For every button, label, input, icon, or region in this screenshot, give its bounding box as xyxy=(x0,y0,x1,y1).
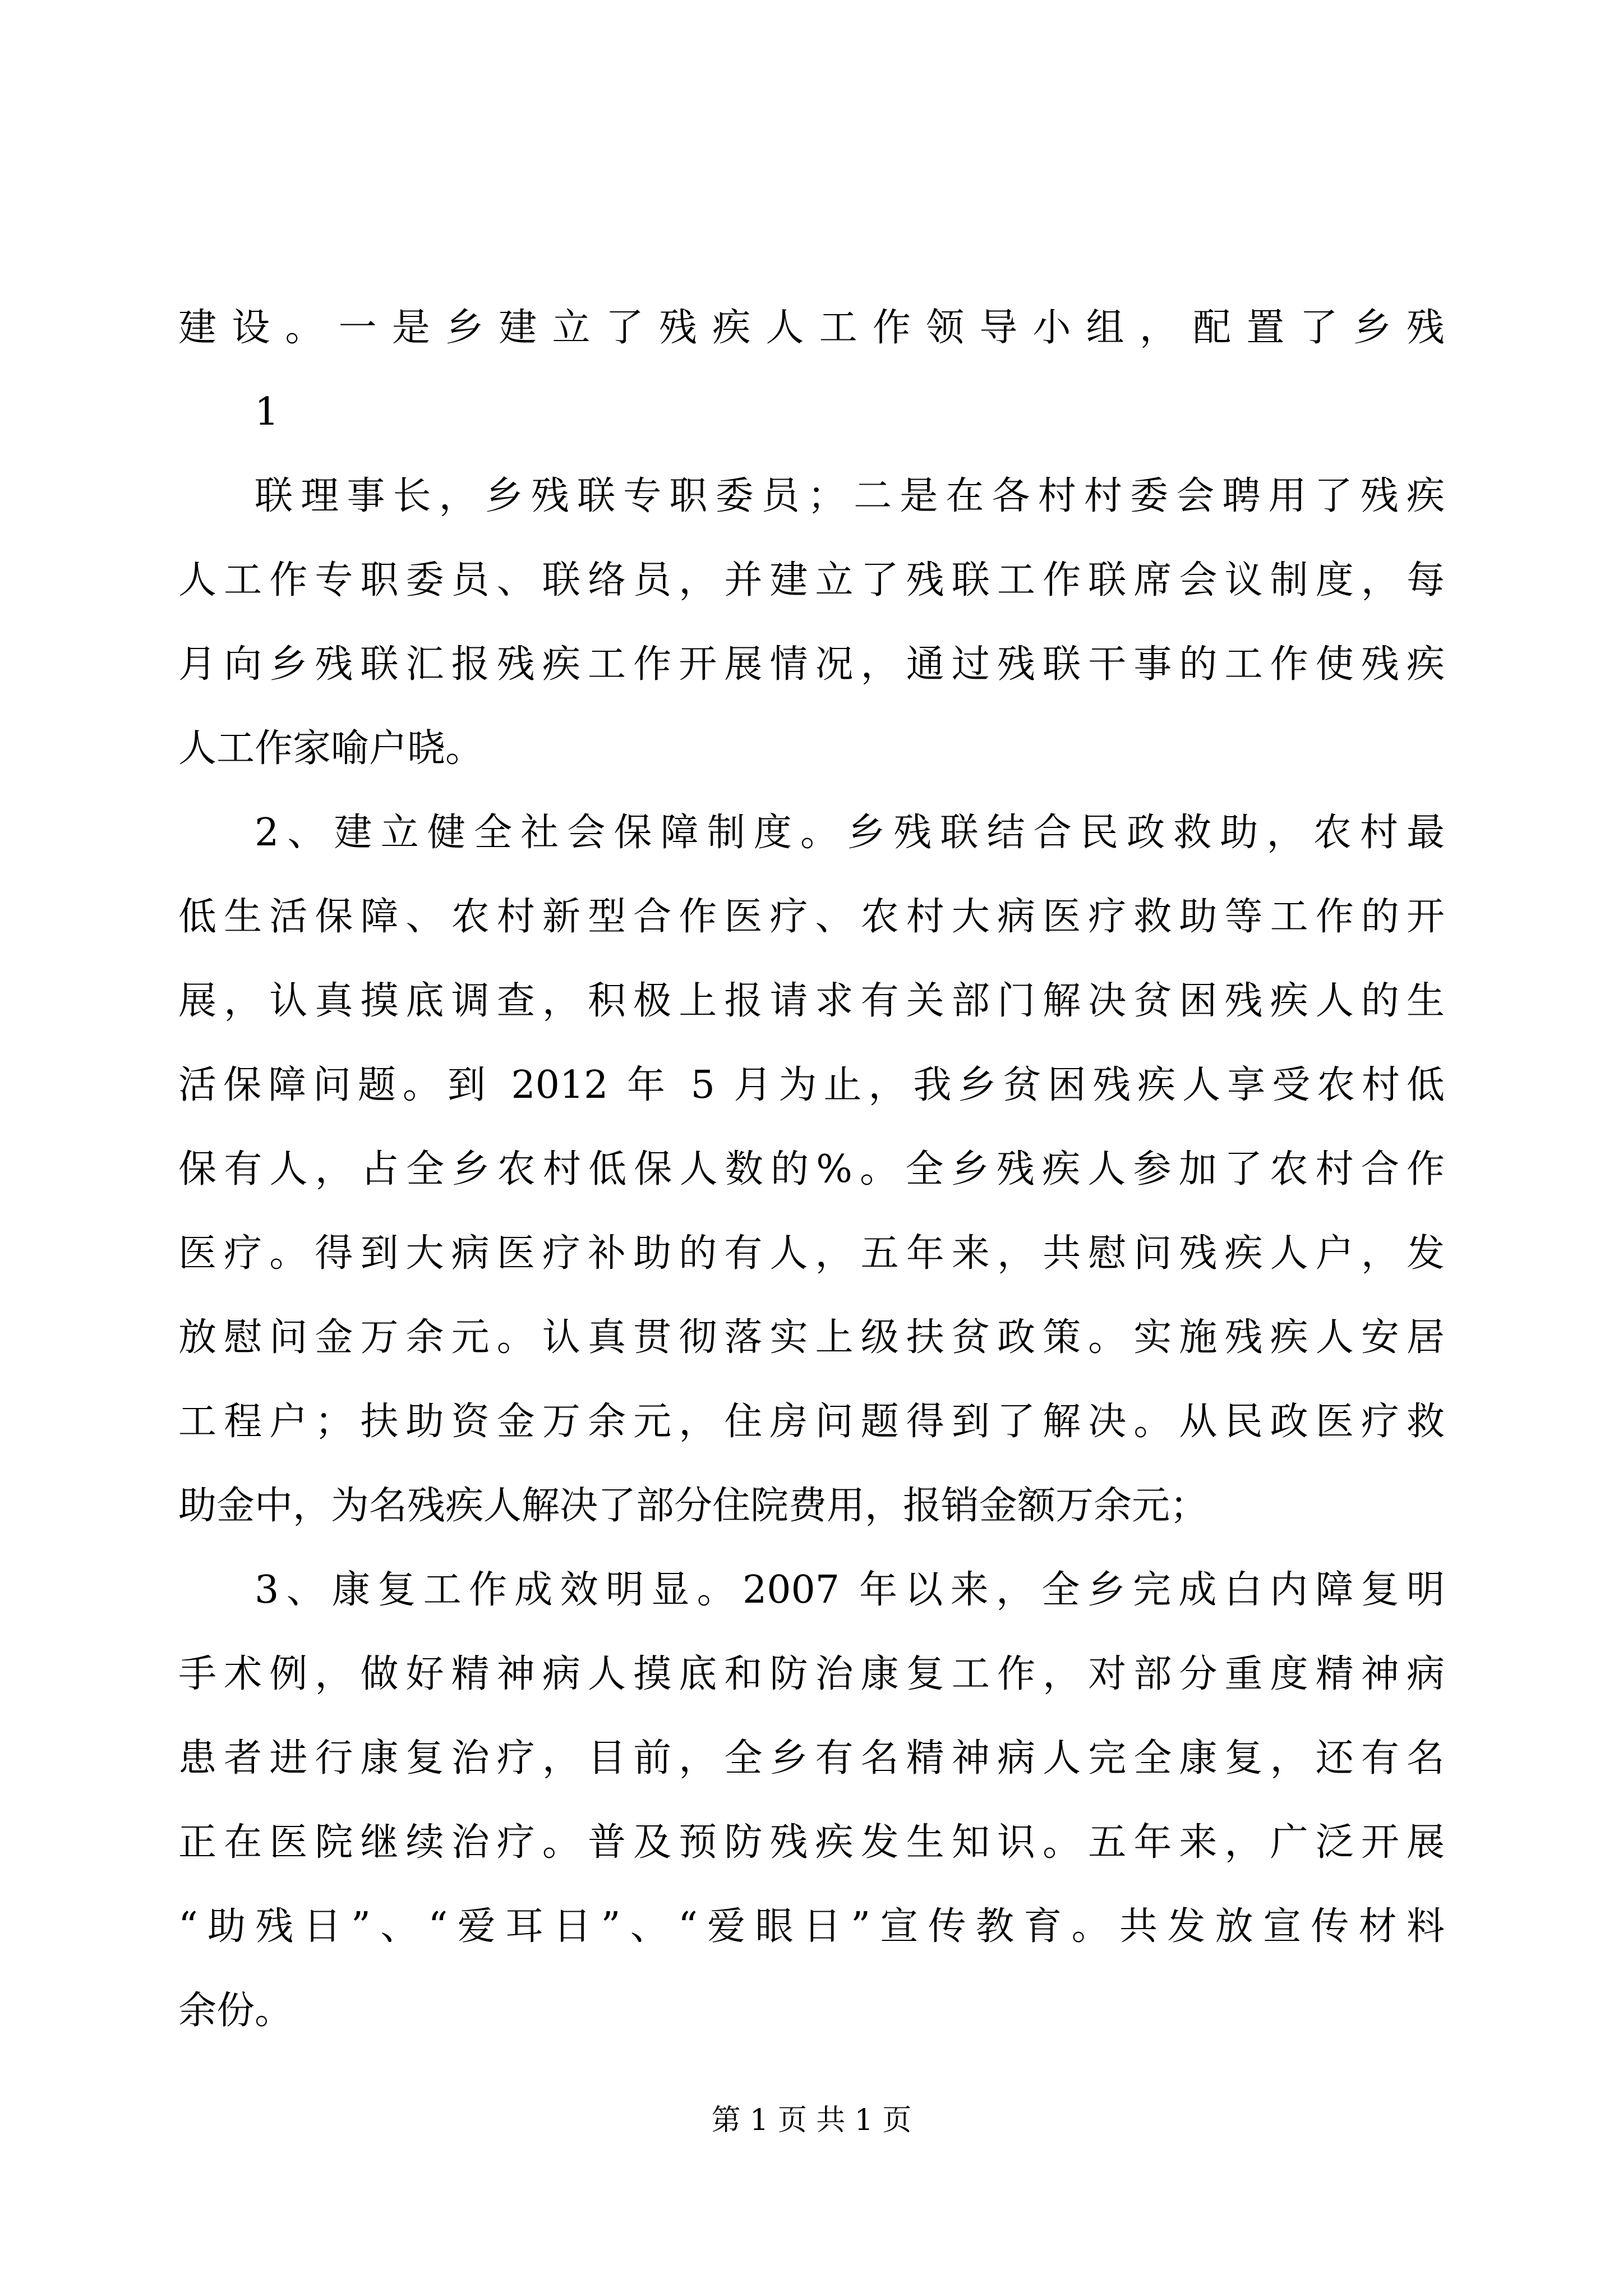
text-line: 联理事长，乡残联专职委员；二是在各村村委会聘用了残疾 xyxy=(255,474,1445,518)
text-line: 低生活保障、农村新型合作医疗、农村大病医疗救助等工作的开 xyxy=(178,895,1445,939)
text-line: 放慰问金万余元。认真贯彻落实上级扶贫政策。实施残疾人安居 xyxy=(178,1315,1445,1360)
text-line: 医疗。得到大病医疗补助的有人，五年来，共慰问残疾人户，发 xyxy=(178,1231,1445,1276)
text-line: 患者进行康复治疗，目前，全乡有名精神病人完全康复，还有名 xyxy=(178,1736,1445,1780)
text-line: 保有人，占全乡农村低保人数的%。全乡残疾人参加了农村合作 xyxy=(178,1147,1445,1191)
text-line: 月向乡残联汇报残疾工作开展情况，通过残联干事的工作使残疾 xyxy=(178,642,1445,687)
text-line: 2、建立健全社会保障制度。乡残联结合民政救助，农村最 xyxy=(255,811,1445,855)
text-line: 人工作专职委员、联络员，并建立了残联工作联席会议制度，每 xyxy=(178,558,1445,602)
text-line: “助残日”、“爱耳日”、“爱眼日”宣传教育。共发放宣传材料 xyxy=(178,1904,1445,1949)
page-footer: 第 1 页 共 1 页 xyxy=(711,2104,912,2137)
text-line: 3、康复工作成效明显。2007 年以来，全乡完成白内障复明 xyxy=(255,1568,1445,1612)
document-body xyxy=(178,286,1445,2053)
text-line: 手术例，做好精神病人摸底和防治康复工作，对部分重度精神病 xyxy=(178,1652,1445,1696)
text-line: 工程户；扶助资金万余元，住房问题得到了解决。从民政医疗救 xyxy=(178,1400,1445,1444)
text-line: 展，认真摸底调查，积极上报请求有关部门解决贫困残疾人的生 xyxy=(178,979,1445,1023)
text-line: 助金中，为名残疾人解决了部分住院费用，报销金额万余元； xyxy=(178,1484,1209,1528)
text-line: 余份。 xyxy=(178,1989,293,2033)
text-line: 活保障问题。到 2012 年 5 月为止，我乡贫困残疾人享受农村低 xyxy=(178,1063,1445,1107)
text-line: 建设。一是乡建立了残疾人工作领导小组，配置了乡残 xyxy=(178,306,1445,350)
text-line: 人工作家喻户晓。 xyxy=(178,726,484,771)
text-line: 正在医院继续治疗。普及预防残疾发生知识。五年来，广泛开展 xyxy=(178,1820,1445,1865)
page-number-marker: 1 xyxy=(255,390,279,434)
